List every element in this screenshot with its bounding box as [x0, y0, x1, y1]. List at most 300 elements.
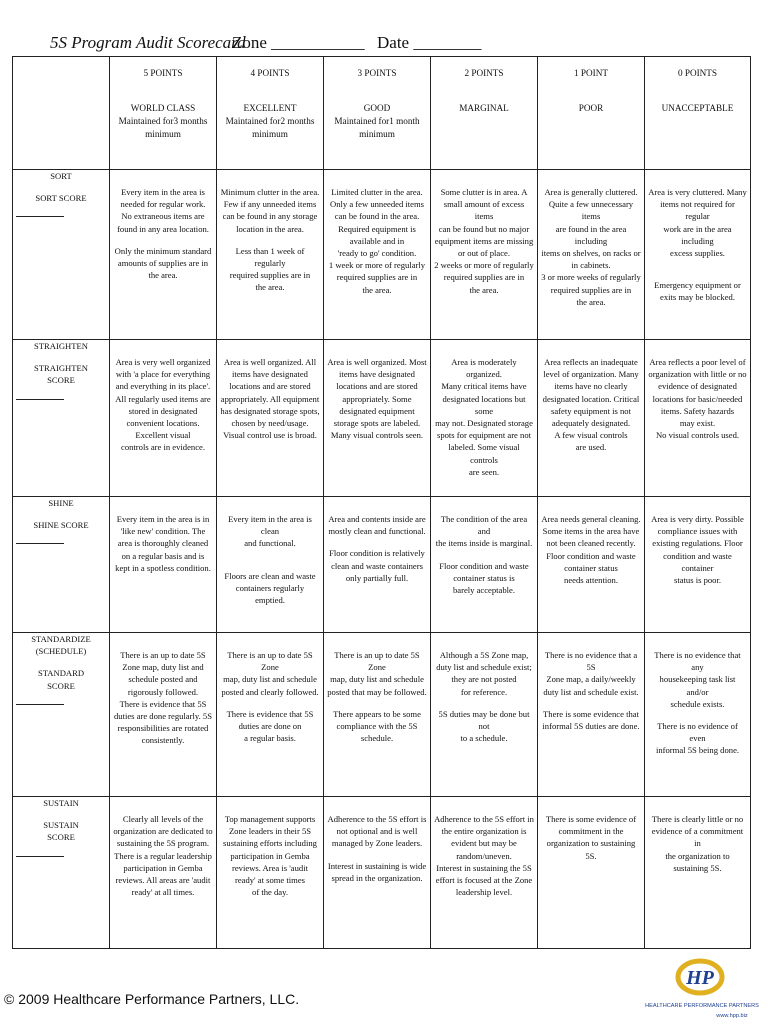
description-line: informal 5S being done. [655, 745, 740, 756]
description-line: with 'a place for everything [115, 369, 211, 380]
description-line: the area. [255, 282, 285, 293]
criteria-description [110, 797, 217, 949]
description-line: locations for basic/needed [652, 393, 743, 404]
description-line: Area needs general cleaning. [541, 514, 641, 524]
spacer [220, 698, 320, 708]
score-level-header [645, 57, 751, 170]
spacer [220, 560, 320, 570]
rank-label: GOOD [363, 103, 391, 114]
description-line: Area reflects an inadequate [544, 357, 638, 367]
spacer [16, 844, 106, 854]
description-line: has designated storage spots, [220, 405, 320, 416]
description-line: 'ready to go' condition. [337, 248, 417, 259]
score-blank-line [16, 216, 64, 217]
description-line: can be found in the area. [334, 211, 420, 222]
description-line: Area is well organized. All [223, 357, 317, 367]
spacer [648, 269, 747, 279]
description-line: Every item in the area is [121, 187, 205, 197]
description-line: There is some evidence of [545, 814, 637, 824]
rank-label: WORLD CLASS [130, 103, 196, 114]
description-line: random/uneven. [456, 850, 512, 861]
score-blank-line [16, 399, 64, 400]
criteria-label-line: STANDARDIZE [31, 634, 91, 644]
description-line: A few visual controls [554, 430, 628, 441]
criteria-description [538, 340, 645, 497]
description-line: There is no evidence of even [657, 721, 738, 744]
points-label: 4 POINTS [250, 68, 290, 78]
description-line: kept in a spotless condition. [115, 562, 211, 573]
description-line: rigorously followed. [127, 686, 199, 697]
description-line: There is an up to date 5S Zone [334, 650, 420, 673]
description-line: Many critical items have [441, 381, 527, 392]
description-line: informal 5S duties are done. [542, 721, 640, 732]
maintenance-note: 3 months minimum [145, 116, 208, 140]
criteria-description [324, 633, 431, 797]
description-line: map, duty list and schedule [223, 674, 317, 685]
description-line: There is a regular leadership [114, 850, 212, 861]
description-line: Less than 1 week of regularly [235, 245, 305, 269]
description-line: the area. [148, 270, 178, 281]
description-line: sustaining the 5S program. [116, 838, 210, 849]
description-line: spread in the organization. [331, 872, 423, 883]
description-line: Area is generally cluttered. [544, 187, 638, 197]
criteria-description [431, 797, 538, 949]
description-line: housekeeping task list and/or [659, 674, 736, 697]
description-line: Area and contents inside are [328, 514, 426, 524]
description-line: designated locations but some [442, 393, 526, 416]
audit-scorecard-table [12, 56, 751, 949]
score-level-header [538, 57, 645, 170]
description-line: duties are done on [238, 721, 302, 732]
description-line: Every item in the area is in [116, 514, 210, 524]
description-line: a regular basis. [244, 733, 296, 744]
description-line: Interest in sustaining the 5S [436, 862, 532, 873]
description-line: items not required for regular [660, 199, 735, 222]
description-line: container status is [453, 572, 515, 583]
description-line: work are in the area including [663, 223, 732, 246]
description-line: may not. Designated storage [435, 418, 533, 429]
criteria-description [110, 170, 217, 340]
criteria-description [538, 633, 645, 797]
criteria-label-line: SUSTAIN [43, 798, 79, 808]
description-line: and functional. [244, 538, 296, 549]
description-line: evidence of designated [658, 381, 737, 392]
description-line: There appears to be some [333, 708, 421, 719]
criteria-description [217, 633, 324, 797]
description-line: chosen by need/usage. [231, 418, 309, 429]
description-line: There is no evidence that a 5S [544, 650, 638, 673]
copyright-footer: © 2009 Healthcare Performance Partners, LLC. [4, 991, 300, 1007]
description-line: organization with little or no [648, 369, 747, 380]
spacer [648, 710, 747, 720]
criteria-label-line: SHINE [48, 498, 74, 508]
description-line: items have designated [339, 369, 415, 380]
criteria-description [645, 797, 751, 949]
description-line: convenient locations. [126, 418, 200, 429]
maintenance-note: 2 months minimum [252, 116, 315, 140]
description-line: Floor condition and waste [546, 550, 636, 561]
score-level-header [324, 57, 431, 170]
criteria-label-line: SORT SCORE [35, 193, 87, 204]
description-line: are found in the area including [555, 223, 627, 246]
description-line: Minimum clutter in the area. [220, 187, 320, 197]
description-line: adequately designated. [551, 418, 631, 429]
spacer [16, 809, 106, 819]
description-line: Although a 5S Zone map, [439, 650, 529, 660]
description-line: Interest in sustaining is wide [327, 860, 427, 871]
criteria-description [324, 797, 431, 949]
description-line: Area is very dirty. Possible [651, 514, 744, 524]
criteria-description [645, 340, 751, 497]
description-line: ready' at some times [234, 875, 306, 886]
criteria-description [324, 340, 431, 497]
criteria-description [645, 170, 751, 340]
spacer [541, 698, 641, 708]
description-line: container status [564, 562, 618, 573]
description-line: There is evidence that 5S [119, 698, 207, 709]
description-line: duty list and schedule exist. [543, 686, 639, 697]
description-line: organization are dedicated to [113, 826, 213, 837]
rank-label: EXCELLENT [243, 103, 297, 114]
description-line: existing regulations. Floor [652, 538, 743, 549]
description-line: schedule posted and [128, 674, 198, 685]
spacer [16, 352, 106, 362]
description-line: No visual controls used. [655, 430, 740, 441]
description-line: on a regular basis and is [121, 550, 205, 561]
description-line: are used. [575, 442, 607, 453]
description-line: ready' at all times. [131, 887, 195, 898]
spacer [648, 259, 747, 269]
spacer [16, 182, 106, 192]
spacer [16, 657, 106, 667]
criteria-label-line: SORT [50, 171, 72, 181]
description-line: duties are done regularly. 5S [113, 711, 212, 722]
spacer [113, 235, 213, 245]
score-level-header [431, 57, 538, 170]
description-line: participation in Gemba [123, 862, 203, 873]
criteria-row [13, 497, 751, 633]
description-line: locations and are stored [229, 381, 311, 392]
description-line: sustaining efforts including [223, 838, 317, 849]
description-line: equipment items are missing [434, 235, 534, 246]
points-label: 0 POINTS [677, 68, 718, 78]
criteria-description [110, 633, 217, 797]
spacer [16, 692, 106, 702]
description-line: spots for equipment are not [436, 430, 532, 441]
description-line: Some items in the area have [542, 526, 640, 537]
description-line: consistently. [141, 735, 185, 746]
description-line: the area. [362, 284, 392, 295]
spacer [327, 537, 427, 547]
criteria-label [13, 340, 110, 497]
date-field: Date ________ [377, 33, 482, 52]
logo-mark: HP [686, 967, 714, 989]
criteria-label-line: STRAIGHTEN [34, 363, 88, 374]
description-line: only partially full. [345, 572, 409, 583]
description-line: duty list and schedule exist; [436, 662, 532, 673]
criteria-description [217, 497, 324, 633]
maintenance-note: 1 month minimum [359, 116, 420, 140]
description-line: available and in [349, 235, 405, 246]
criteria-label [13, 633, 110, 797]
description-line: Zone leaders in their 5S [228, 826, 312, 837]
description-line: or out of place. [457, 248, 511, 259]
description-line: posted that may be followed. [327, 686, 427, 697]
description-line: Area reflects a poor level of [649, 357, 746, 367]
description-line: There is some evidence that [543, 708, 639, 719]
description-line: reviews. All areas are 'audit [115, 875, 211, 886]
description-line: storage spots are labeled. [333, 418, 421, 429]
description-line: evident but may be [451, 838, 517, 849]
description-line: Emergency equipment or [654, 280, 741, 291]
criteria-description [431, 170, 538, 340]
description-line: controls are in evidence. [121, 442, 205, 453]
points-label: 5 POINTS [143, 68, 183, 78]
corner-cell [13, 57, 110, 170]
description-line: the area. [576, 296, 606, 307]
maintenance-note: Maintained for [225, 116, 281, 127]
description-line: needed for regular work. [120, 199, 206, 210]
criteria-label [13, 170, 110, 340]
description-line: location in the area. [236, 223, 304, 234]
spacer [220, 235, 320, 245]
spacer [16, 531, 106, 541]
points-label: 2 POINTS [464, 68, 504, 78]
description-line: the organization to [665, 850, 730, 861]
description-line: for reference. [460, 686, 508, 697]
criteria-description [110, 497, 217, 633]
points-label: 3 POINTS [357, 68, 397, 78]
description-line: locations and are stored [336, 381, 418, 392]
description-line: Limited clutter in the area. [331, 187, 423, 197]
criteria-description [324, 170, 431, 340]
description-line: schedule. [360, 733, 394, 744]
description-line: can be found but no major [438, 223, 530, 234]
description-line: and everything in its place'. [115, 381, 211, 392]
description-line: effort is focused at the Zone [435, 875, 533, 886]
description-line: stored in designated [128, 405, 198, 416]
description-line: Top management supports [224, 814, 316, 824]
spacer [16, 387, 106, 397]
logo-url: www.hpp.biz [716, 1013, 748, 1019]
description-line: Floor condition is relatively [329, 548, 425, 559]
description-line: items have no clearly [554, 381, 628, 392]
description-line: safety equipment is not [551, 405, 631, 416]
description-line: Area is well organized. Most [327, 357, 427, 367]
criteria-label [13, 797, 110, 949]
description-line: Many visual controls seen. [330, 430, 424, 441]
description-line: small amount of excess items [443, 199, 525, 222]
criteria-label-line: SCORE [47, 832, 75, 843]
description-line: No extraneous items are [121, 211, 205, 222]
description-line: items have designated [232, 369, 308, 380]
description-line: containers regularly emptied. [235, 582, 305, 606]
description-line: they are not posted [451, 674, 517, 685]
maintenance-note: Maintained for [334, 116, 390, 127]
description-line: Only a few unneeded items [329, 199, 425, 210]
criteria-label-line: SCORE [47, 375, 75, 386]
criteria-label [13, 497, 110, 633]
description-line: Few if any unneeded items [223, 199, 317, 210]
description-line: organization to sustaining 5S. [546, 838, 636, 861]
rank-label: MARGINAL [459, 103, 509, 114]
description-line: Only the minimum standard [114, 245, 212, 256]
spacer [16, 204, 106, 214]
description-line: the area. [469, 284, 499, 295]
criteria-label-line: STRAIGHTEN [34, 341, 88, 351]
description-line: commitment in the [558, 826, 624, 837]
description-line: area is thoroughly cleaned [117, 538, 209, 549]
scorecard-title: 5S Program Audit Scorecard [50, 33, 246, 52]
points-label: 1 POINT [574, 68, 608, 78]
spacer [16, 509, 106, 519]
description-line: Some clutter is in area. A [440, 187, 528, 197]
description-line: Required equipment is [338, 223, 416, 234]
criteria-label-line: SHINE SCORE [33, 520, 89, 531]
spacer [434, 698, 534, 708]
criteria-description [110, 340, 217, 497]
criteria-description [538, 170, 645, 340]
criteria-label-line: STANDARD [37, 668, 85, 679]
description-line: responsibilities are rotated [117, 723, 209, 734]
description-line: amounts of supplies are in [117, 258, 209, 269]
description-line: required supplies are in [550, 284, 632, 295]
description-line: appropriately. Some [342, 393, 412, 404]
description-line: 2 weeks or more of regularly [434, 260, 534, 271]
description-line: designated equipment [339, 405, 415, 416]
criteria-description [324, 497, 431, 633]
description-line: 'like new' condition. The [120, 526, 206, 537]
description-line: appropriately. All equipment [220, 393, 320, 404]
criteria-label-line: SCORE [47, 680, 75, 691]
description-line: required supplies are in [336, 272, 418, 283]
description-line: Zone map, a daily/weekly [546, 674, 636, 685]
description-line: condition and waste container [663, 550, 732, 573]
description-line: compliance issues with [657, 526, 738, 537]
description-line: sustaining 5S. [673, 862, 722, 873]
rank-label: UNACCEPTABLE [661, 103, 734, 114]
description-line: All regularly used items are [115, 393, 211, 404]
description-line: Floors are clean and waste [224, 570, 316, 581]
maintenance-note: Maintained for [118, 116, 174, 127]
description-line: Quite a few unnecessary items [548, 199, 634, 222]
description-line: Visual control use is broad. [223, 430, 317, 441]
description-line: to a schedule. [460, 733, 508, 744]
criteria-label-line: (SCHEDULE) [35, 646, 87, 657]
score-level-header [217, 57, 324, 170]
description-line: status is poor. [673, 575, 722, 586]
description-line: 5S duties may be done but not [438, 708, 530, 732]
criteria-description [217, 170, 324, 340]
criteria-description [431, 633, 538, 797]
description-line: 3 or more weeks of regularly [541, 272, 641, 283]
spacer [327, 850, 427, 860]
description-line: the items inside is marginal. [435, 538, 533, 549]
description-line: items on shelves, on racks or [541, 248, 641, 259]
description-line: compliance with the 5S [336, 721, 418, 732]
description-line: Excellent visual [135, 430, 191, 441]
description-line: mostly clean and functional. [328, 526, 426, 537]
description-line: excess supplies. [670, 248, 725, 259]
criteria-description [645, 497, 751, 633]
logo-company-name: HEALTHCARE PERFORMANCE PARTNERS [645, 1003, 759, 1009]
description-line: required supplies are in [443, 272, 525, 283]
description-line: The condition of the area and [440, 514, 528, 537]
description-line: Area is very cluttered. Many [648, 187, 747, 197]
description-line: clean and waste containers [331, 560, 423, 571]
score-blank-line [16, 704, 64, 705]
criteria-row [13, 633, 751, 797]
description-line: may exist. [679, 418, 716, 429]
description-line: the entire organization is [441, 826, 527, 837]
description-line: posted and clearly followed. [221, 686, 319, 697]
description-line: schedule exists. [670, 698, 725, 709]
description-line: can be found in any storage [222, 211, 318, 222]
description-line: Zone map, duty list and [122, 662, 204, 673]
description-line: found in any area location. [117, 223, 209, 234]
score-blank-line [16, 543, 64, 544]
description-line: required supplies are in [229, 270, 311, 281]
description-line: Adherence to the 5S effort is [327, 814, 427, 824]
spacer [220, 550, 320, 560]
spacer [327, 698, 427, 708]
description-line: level of organization. Many [543, 369, 639, 380]
criteria-description [431, 340, 538, 497]
score-blank-line [16, 856, 64, 857]
description-line: map, duty list and schedule [330, 674, 424, 685]
criteria-description [217, 797, 324, 949]
description-line: are seen. [468, 466, 500, 477]
description-line: exits may be blocked. [660, 292, 735, 303]
description-line: items. Safety hazards [660, 405, 735, 416]
description-line: designated location. Critical [542, 393, 640, 404]
criteria-description [431, 497, 538, 633]
hpp-logo [640, 955, 764, 1023]
description-line: reviews. Area is 'audit [231, 862, 308, 873]
spacer [434, 550, 534, 560]
description-line: There is clearly little or no [651, 814, 744, 824]
description-line: Area is moderately organized. [451, 357, 517, 380]
description-line: evidence of a commitment in [651, 826, 744, 849]
description-line: There is no evidence that any [654, 650, 741, 673]
description-line: Clearly all levels of the [122, 814, 204, 824]
criteria-row [13, 340, 751, 497]
description-line: needs attention. [564, 575, 618, 586]
description-line: Floor condition and waste [439, 560, 529, 571]
criteria-description [217, 340, 324, 497]
criteria-description [645, 633, 751, 797]
description-line: participation in Gemba [230, 850, 310, 861]
description-line: 1 week or more of regularly [328, 260, 426, 271]
criteria-description [538, 797, 645, 949]
score-level-header [110, 57, 217, 170]
description-line: managed by Zone leaders. [331, 838, 423, 849]
description-line: not optional and is well [336, 826, 418, 837]
criteria-row [13, 797, 751, 949]
zone-field: Zone ___________ [232, 33, 365, 52]
description-line: not been cleaned recently. [546, 538, 636, 549]
description-line: There is an up to date 5S Zone [227, 650, 313, 673]
criteria-row [13, 170, 751, 340]
description-line: Adherence to the 5S effort in [434, 814, 534, 824]
description-line: Area is very well organized [115, 357, 211, 367]
criteria-description [538, 497, 645, 633]
description-line: There is evidence that 5S [226, 708, 314, 719]
rank-label: POOR [578, 103, 604, 114]
criteria-label-line: SUSTAIN [43, 820, 79, 831]
description-line: labeled. Some visual controls [448, 442, 520, 465]
description-line: leadership level. [455, 887, 513, 898]
